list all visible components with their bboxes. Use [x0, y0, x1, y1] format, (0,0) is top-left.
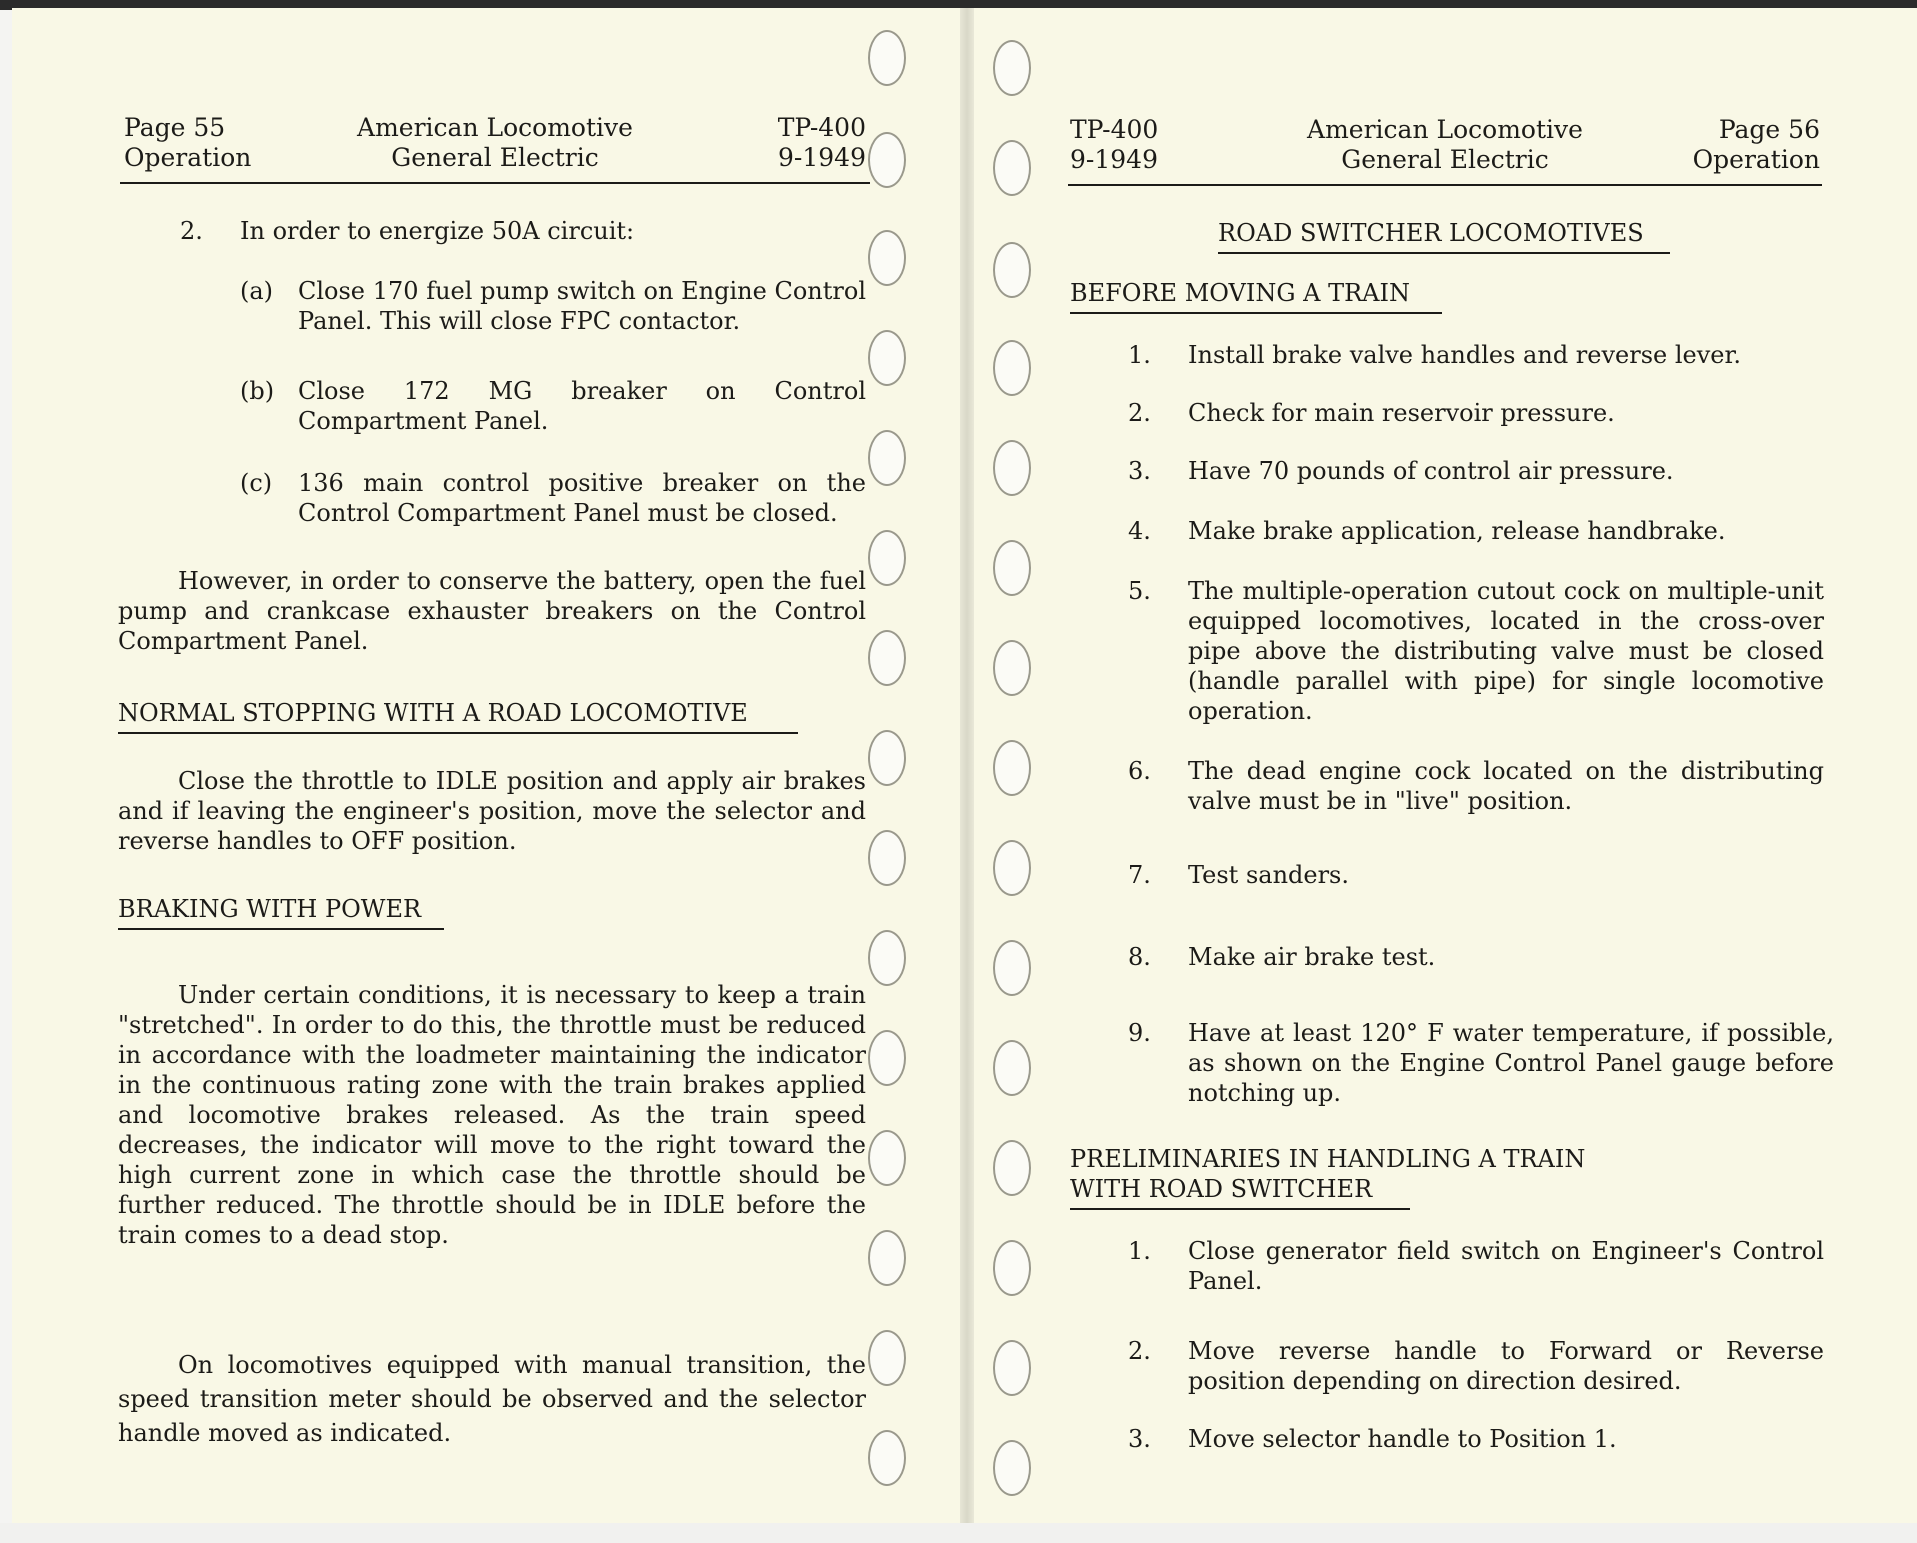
subitem-text: Close 172 MG breaker on Control Compartment Panel.	[298, 377, 866, 435]
list-number: 2.	[1128, 399, 1151, 427]
paragraph: However, in order to conserve the battery, open the fuel pump and crankcase exhauster breakers on the Control Compartment Panel.	[118, 567, 866, 655]
list-number: 8.	[1128, 943, 1151, 971]
list-number: 5.	[1128, 577, 1151, 605]
section-heading: PRELIMINARIES IN HANDLING A TRAIN	[1070, 1145, 1586, 1173]
heading-underline	[1070, 312, 1442, 314]
list-number: 3.	[1128, 457, 1151, 485]
binding-hole	[993, 340, 1031, 396]
binding-hole	[993, 840, 1031, 896]
document-date: 9-1949	[778, 143, 866, 172]
list-item: Test sanders.	[1188, 861, 1350, 889]
list-item: Make brake application, release handbrake.	[1188, 517, 1726, 545]
binding-hole	[868, 1130, 906, 1186]
document-number: TP-400	[1070, 115, 1159, 144]
list-number: 3.	[1128, 1425, 1151, 1453]
binding-hole	[868, 330, 906, 386]
heading-underline	[1070, 1208, 1410, 1210]
binding-hole	[868, 132, 906, 188]
section-heading: NORMAL STOPPING WITH A ROAD LOCOMOTIVE	[118, 699, 748, 727]
company-name-line2: General Electric	[391, 143, 599, 172]
binding-hole	[993, 1140, 1031, 1196]
subitem-label: (b)	[240, 377, 275, 405]
list-number: 1.	[1128, 341, 1151, 369]
page-title: ROAD SWITCHER LOCOMOTIVES	[1218, 219, 1644, 247]
list-item: Move selector handle to Position 1.	[1188, 1425, 1617, 1453]
list-number: 6.	[1128, 757, 1151, 785]
binding-hole	[868, 230, 906, 286]
binding-hole	[868, 630, 906, 686]
binding-gutter	[960, 8, 974, 1523]
binding-hole	[868, 1030, 906, 1086]
binding-hole	[993, 242, 1031, 298]
binding-hole	[993, 40, 1031, 96]
company-name: American Locomotive	[357, 113, 633, 142]
page-number: Page 55	[124, 113, 226, 142]
binding-hole	[993, 440, 1031, 496]
company-name: American Locomotive	[1307, 115, 1583, 144]
document-date: 9-1949	[1070, 145, 1158, 174]
section-heading: BEFORE MOVING A TRAIN	[1070, 279, 1410, 307]
binding-hole	[993, 640, 1031, 696]
list-item: The multiple-operation cutout cock on multiple-unit equipped locomotives, located in the cross-over pipe above the distributing valve must be closed (handle parallel with pipe) for single locomotive operation.	[1188, 577, 1824, 725]
paragraph: On locomotives equipped with manual transition, the speed transition meter should be observed and the selector handle moved as indicated.	[118, 1351, 866, 1447]
company-name-line2: General Electric	[1341, 145, 1549, 174]
list-item: Check for main reservoir pressure.	[1188, 399, 1615, 427]
section-heading-line2: WITH ROAD SWITCHER	[1070, 1175, 1373, 1203]
binding-hole	[993, 1340, 1031, 1396]
list-item: Move reverse handle to Forward or Reverse position depending on direction desired.	[1188, 1337, 1824, 1395]
binding-hole	[868, 730, 906, 786]
binding-hole	[993, 740, 1031, 796]
subitem-label: (a)	[240, 277, 274, 305]
heading-underline	[118, 732, 798, 734]
list-item: The dead engine cock located on the distributing valve must be in "live" position.	[1188, 757, 1824, 815]
binding-hole	[993, 140, 1031, 196]
subitem-text: Close 170 fuel pump switch on Engine Control Panel. This will close FPC contactor.	[298, 277, 866, 335]
item-number: 2.	[180, 217, 203, 245]
heading-underline	[118, 928, 444, 930]
binding-hole	[868, 430, 906, 486]
paragraph: Under certain conditions, it is necessary to keep a train "stretched". In order to do this, the throttle must be reduced in accordance with the loadmeter maintaining the indicator in the continuous rating zone with the train brakes applied and locomotive brakes released. As the train speed decreases, the indicator will move to the right toward the high current zone in which case the throttle should be further reduced. The throttle should be in IDLE before the train comes to a dead stop.	[118, 981, 866, 1249]
bottom-edge	[0, 1523, 1917, 1543]
header-rule	[120, 182, 870, 184]
binding-hole	[993, 1040, 1031, 1096]
subitem-text: 136 main control positive breaker on the Control Compartment Panel must be closed.	[298, 469, 866, 527]
item-text: In order to energize 50A circuit:	[240, 217, 635, 245]
binding-hole	[868, 1230, 906, 1286]
binding-hole	[868, 830, 906, 886]
list-number: 4.	[1128, 517, 1151, 545]
section-name: Operation	[1692, 145, 1820, 174]
binding-hole	[993, 1440, 1031, 1496]
binding-hole	[868, 1330, 906, 1386]
list-number: 1.	[1128, 1237, 1151, 1265]
header-rule	[1068, 184, 1822, 186]
list-number: 2.	[1128, 1337, 1151, 1365]
binding-hole	[868, 1430, 906, 1486]
title-underline	[1218, 252, 1670, 254]
document-number: TP-400	[777, 113, 866, 142]
list-item: Install brake valve handles and reverse lever.	[1188, 341, 1741, 369]
list-item: Close generator field switch on Engineer's Control Panel.	[1188, 1237, 1824, 1295]
list-number: 9.	[1128, 1019, 1151, 1047]
paragraph: Close the throttle to IDLE position and apply air brakes and if leaving the engineer's position, move the selector and reverse handles to OFF position.	[118, 767, 866, 855]
list-item: Have at least 120° F water temperature, if possible, as shown on the Engine Control Panel gauge before notching up.	[1188, 1019, 1834, 1107]
section-heading: BRAKING WITH POWER	[118, 895, 422, 923]
list-number: 7.	[1128, 861, 1151, 889]
binding-hole	[868, 30, 906, 86]
binding-hole	[993, 940, 1031, 996]
binding-hole	[868, 930, 906, 986]
binding-hole	[993, 1240, 1031, 1296]
binding-hole	[868, 530, 906, 586]
subitem-label: (c)	[240, 469, 273, 497]
page-number: Page 56	[1718, 115, 1820, 144]
list-item: Have 70 pounds of control air pressure.	[1188, 457, 1674, 485]
list-item: Make air brake test.	[1188, 943, 1436, 971]
section-name: Operation	[124, 143, 252, 172]
binding-hole	[993, 540, 1031, 596]
